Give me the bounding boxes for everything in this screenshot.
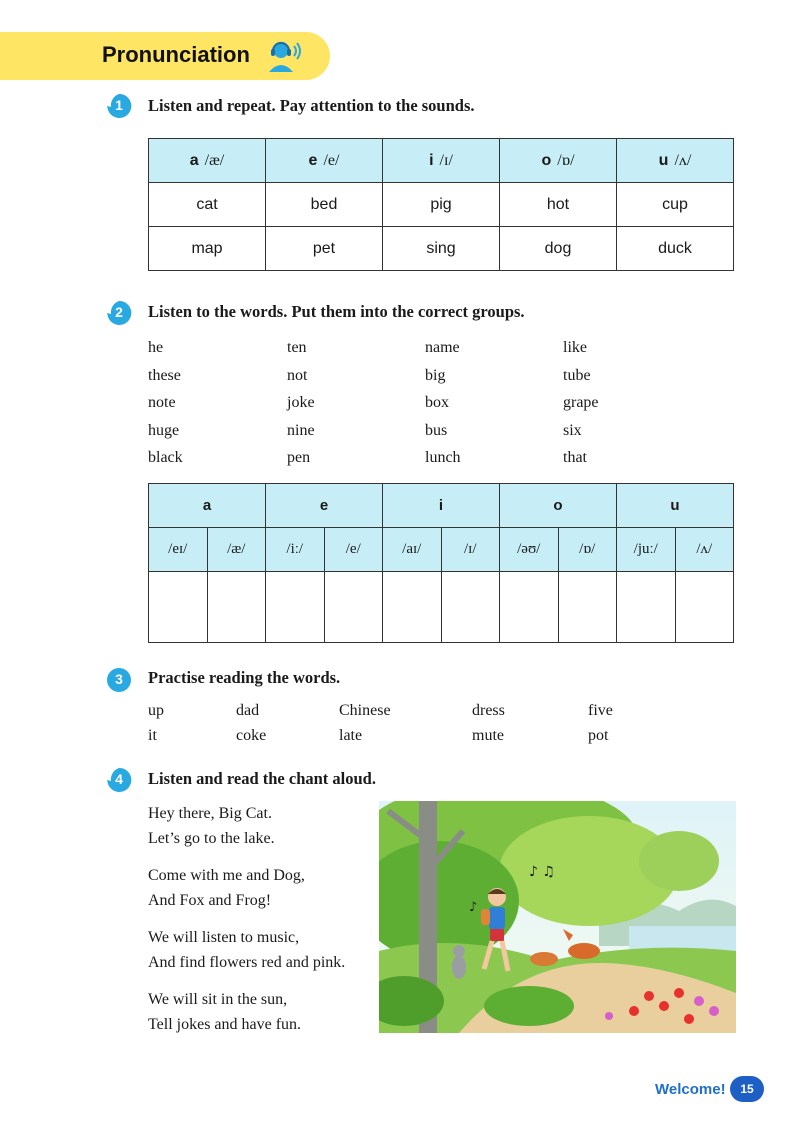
word-item: nine bbox=[287, 421, 315, 439]
word-item: huge bbox=[148, 421, 180, 439]
word-item: coke bbox=[236, 727, 267, 744]
word-item: it bbox=[148, 727, 157, 744]
chant-line: We will listen to music, bbox=[148, 929, 300, 946]
example-word-cell: sing bbox=[383, 227, 500, 271]
example-word-cell: dog bbox=[500, 227, 617, 271]
answer-cell[interactable] bbox=[207, 572, 266, 643]
group-letter-cell: a bbox=[149, 484, 266, 528]
word-item: box bbox=[425, 394, 449, 411]
sound-letter: u bbox=[658, 151, 669, 169]
example-word-cell: map bbox=[149, 227, 266, 271]
section-2-number: 2 bbox=[107, 300, 131, 324]
section-2-title: Listen to the words. Put them into the correct groups. bbox=[148, 302, 525, 321]
group-sound-cell: /ɪ/ bbox=[441, 528, 500, 572]
word-item: dress bbox=[472, 702, 505, 719]
group-sound-cell: /iː/ bbox=[266, 528, 325, 572]
example-word-cell: cup bbox=[617, 183, 734, 227]
sound-letter: i bbox=[429, 151, 434, 169]
word-column bbox=[472, 698, 505, 748]
example-word-cell: bed bbox=[266, 183, 383, 227]
word-item: pot bbox=[588, 727, 609, 744]
example-word-cell: cat bbox=[149, 183, 266, 227]
sound-header-cell bbox=[617, 139, 734, 183]
example-word-cell: pig bbox=[383, 183, 500, 227]
word-column bbox=[563, 334, 599, 472]
word-item: black bbox=[148, 449, 183, 466]
word-item: that bbox=[563, 449, 587, 466]
chant-line: And find flowers red and pink. bbox=[148, 953, 346, 971]
word-item: Chinese bbox=[339, 702, 391, 719]
answer-cell[interactable] bbox=[617, 572, 676, 643]
section-4-title: Listen and read the chant aloud. bbox=[148, 769, 376, 788]
group-sound-cell: /juː/ bbox=[617, 528, 676, 572]
forest-walk-illustration bbox=[379, 801, 736, 1033]
group-sound-cell: /ɒ/ bbox=[558, 528, 617, 572]
word-item: lunch bbox=[425, 449, 461, 466]
section-1-number: 1 bbox=[107, 93, 131, 117]
word-item: these bbox=[148, 366, 181, 384]
vowel-sounds-table bbox=[148, 138, 734, 271]
chant-line: Hey there, Big Cat. bbox=[148, 805, 272, 822]
group-sound-cell: /aɪ/ bbox=[383, 528, 442, 572]
group-sound-cell: /e/ bbox=[324, 528, 383, 572]
chant-stanza bbox=[148, 802, 345, 851]
answer-cell[interactable] bbox=[383, 572, 442, 643]
headset-person-icon bbox=[265, 38, 303, 76]
chant-line: Come with me and Dog, bbox=[148, 867, 305, 884]
word-column bbox=[339, 698, 391, 748]
example-word-cell: hot bbox=[500, 183, 617, 227]
word-column bbox=[148, 334, 183, 472]
group-sound-cell: /əʊ/ bbox=[500, 528, 559, 572]
sound-letter: o bbox=[541, 151, 552, 169]
word-column bbox=[588, 698, 613, 748]
word-column bbox=[148, 698, 164, 748]
section-3-number: 3 bbox=[107, 667, 131, 691]
chant-stanza bbox=[148, 926, 345, 975]
sound-ipa: /ɒ/ bbox=[557, 151, 575, 169]
word-item: big bbox=[425, 366, 446, 384]
word-item: grape bbox=[563, 394, 599, 411]
word-item: joke bbox=[287, 394, 315, 411]
group-sound-cell: /æ/ bbox=[207, 528, 266, 572]
answer-cell[interactable] bbox=[324, 572, 383, 643]
chant-stanza bbox=[148, 988, 345, 1037]
sound-letter: e bbox=[308, 151, 318, 169]
svg-text:♪ ♫: ♪ ♫ bbox=[529, 864, 555, 880]
word-item: bus bbox=[425, 421, 448, 439]
example-word-cell: duck bbox=[617, 227, 734, 271]
word-item: he bbox=[148, 339, 164, 356]
word-item: name bbox=[425, 339, 460, 356]
chant-text bbox=[148, 802, 345, 1050]
word-item: dad bbox=[236, 702, 260, 719]
sound-ipa: /ɪ/ bbox=[439, 151, 453, 169]
section-4-number: 4 bbox=[107, 767, 131, 791]
chant-line: Let’s go to the lake. bbox=[148, 829, 275, 847]
word-column bbox=[425, 334, 461, 472]
example-word-cell: pet bbox=[266, 227, 383, 271]
sound-header-cell bbox=[383, 139, 500, 183]
sound-ipa: /æ/ bbox=[204, 151, 225, 169]
answer-cell[interactable] bbox=[266, 572, 325, 643]
answer-cell[interactable] bbox=[558, 572, 617, 643]
answer-cell[interactable] bbox=[149, 572, 208, 643]
word-item: late bbox=[339, 727, 363, 744]
section-3-title: Practise reading the words. bbox=[148, 668, 341, 687]
sound-letter: a bbox=[189, 151, 199, 169]
chant-line: We will sit in the sun, bbox=[148, 991, 288, 1008]
sound-groups-table bbox=[148, 483, 734, 643]
sound-ipa: /e/ bbox=[323, 151, 340, 169]
chant-stanza bbox=[148, 864, 345, 913]
chant-line: Tell jokes and have fun. bbox=[148, 1015, 302, 1033]
section-1-title: Listen and repeat. Pay attention to the sounds. bbox=[148, 96, 475, 115]
word-item: pen bbox=[287, 449, 311, 466]
sound-header-cell bbox=[266, 139, 383, 183]
word-item: up bbox=[148, 702, 164, 719]
group-sound-cell: /ʌ/ bbox=[675, 528, 734, 572]
group-letter-cell: i bbox=[383, 484, 500, 528]
word-item: not bbox=[287, 366, 308, 384]
page-number: 15 bbox=[730, 1076, 764, 1102]
group-letter-cell: o bbox=[500, 484, 617, 528]
sound-header-cell bbox=[500, 139, 617, 183]
group-letter-cell: e bbox=[266, 484, 383, 528]
answer-cell[interactable] bbox=[675, 572, 734, 643]
group-sound-cell: /eɪ/ bbox=[149, 528, 208, 572]
svg-text:♪: ♪ bbox=[469, 900, 478, 915]
sound-header-cell bbox=[149, 139, 266, 183]
word-item: ten bbox=[287, 339, 307, 356]
word-item: note bbox=[148, 394, 176, 411]
word-item: tube bbox=[563, 366, 591, 384]
word-item: like bbox=[563, 339, 587, 356]
word-column bbox=[236, 698, 266, 748]
footer-label: Welcome! bbox=[655, 1081, 726, 1098]
chant-line: And Fox and Frog! bbox=[148, 891, 272, 909]
sound-ipa: /ʌ/ bbox=[674, 151, 692, 169]
page-title: Pronunciation bbox=[102, 42, 250, 67]
word-item: five bbox=[588, 702, 613, 719]
word-column bbox=[287, 334, 315, 472]
word-item: six bbox=[563, 421, 582, 439]
answer-cell[interactable] bbox=[441, 572, 500, 643]
word-item: mute bbox=[472, 727, 504, 744]
group-letter-cell: u bbox=[617, 484, 734, 528]
answer-cell[interactable] bbox=[500, 572, 559, 643]
